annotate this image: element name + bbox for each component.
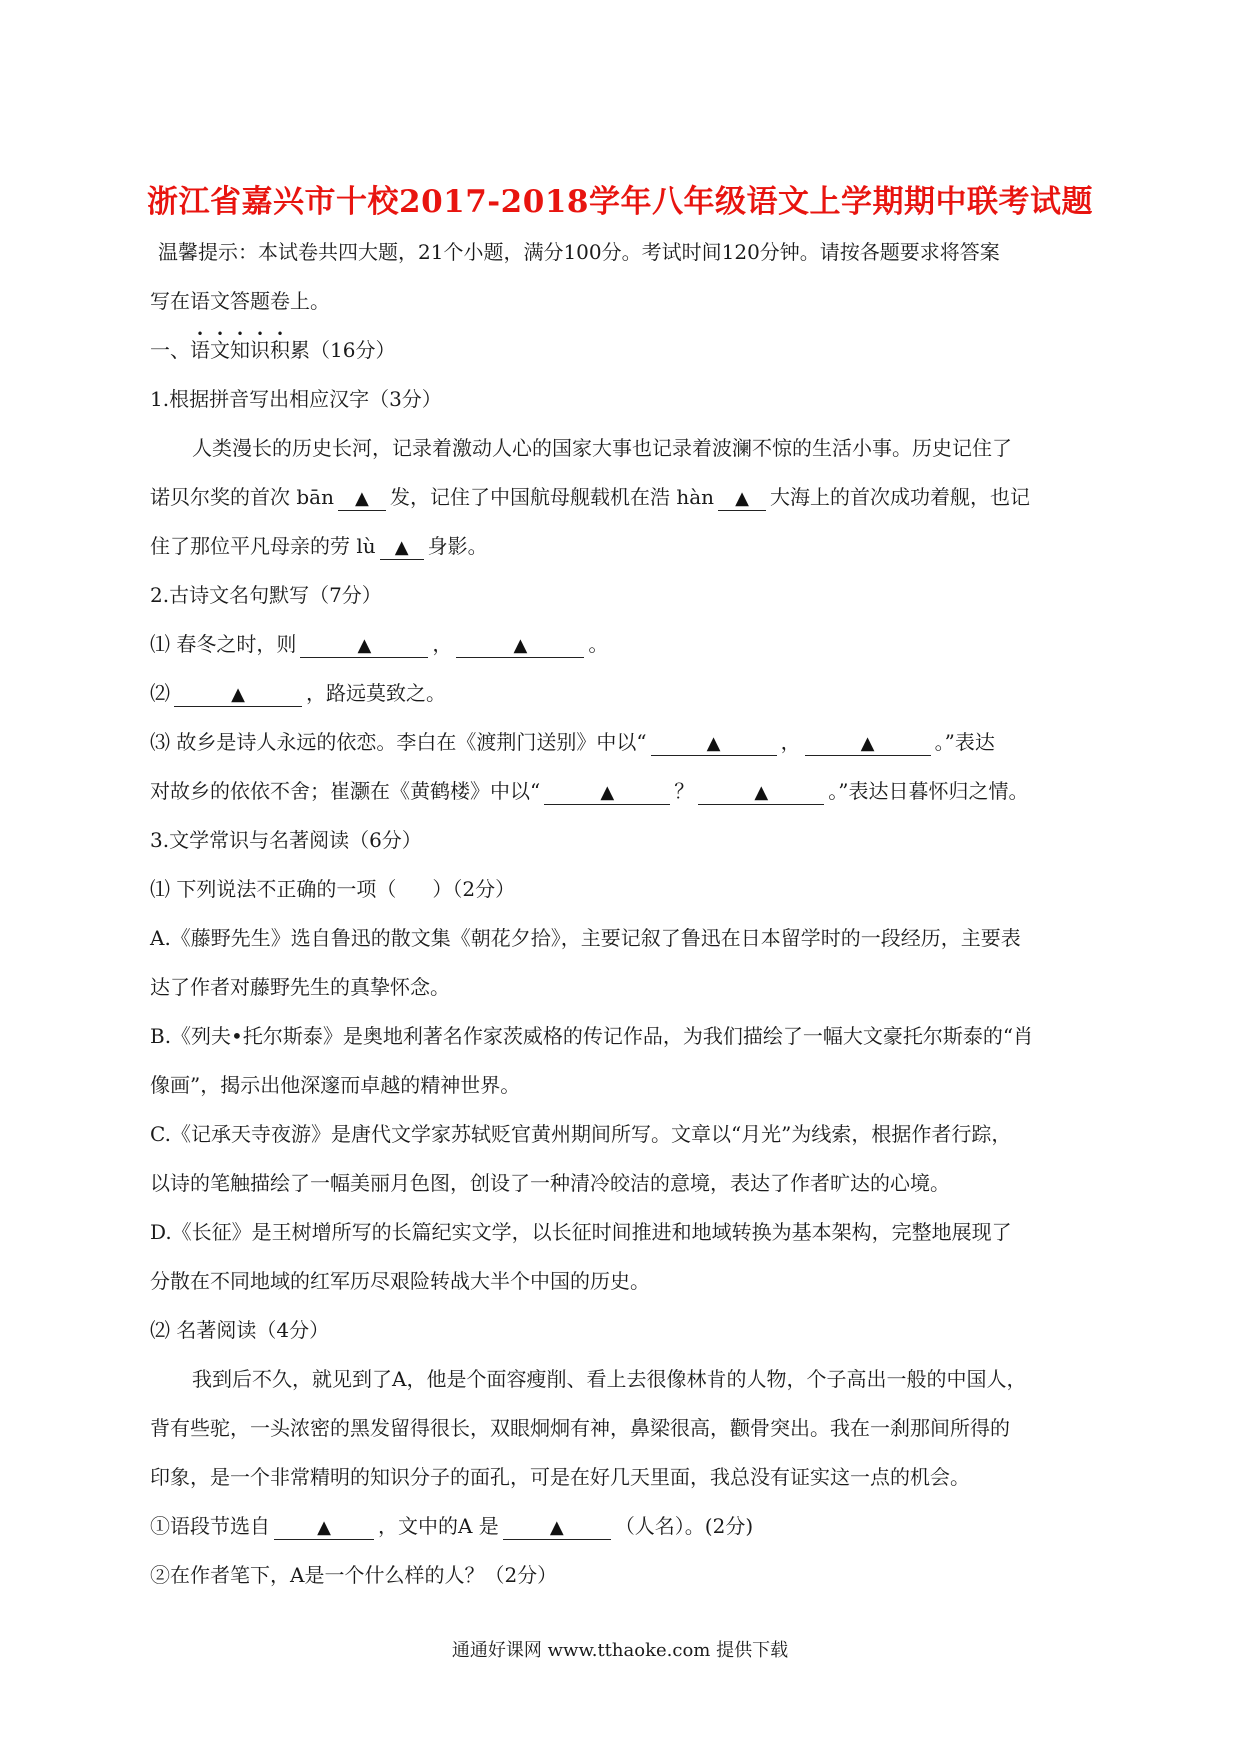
passage-line-2: 背有些驼，一头浓密的黑发留得很长，双眼炯炯有神，鼻梁很高，颧骨突出。我在一刹那间所得的 [150, 1416, 1010, 1440]
q3-sub-2-item-1: ①语段节选自 ▲ ，文中的A 是 ▲ （人名）。(2分) [150, 1514, 754, 1538]
answer-blank[interactable]: ▲ [544, 778, 670, 805]
section-heading-1: 一、语文知识积累（16分） [150, 338, 396, 362]
q3-sub-1: ⑴ 下列说法不正确的一项（ ）（2分） [150, 877, 516, 901]
q3-heading: 3.文学常识与名著阅读（6分） [150, 828, 422, 852]
passage-line-3: 印象，是一个非常精明的知识分子的面孔，可是在好几天里面，我总没有证实这一点的机会。 [150, 1465, 970, 1489]
emphasized-text: 语文答题卷 [190, 289, 290, 313]
q3-sub-2: ⑵ 名著阅读（4分） [150, 1318, 330, 1342]
option-b-line-1: B.《列夫•托尔斯泰》是奥地利著名作家茨威格的传记作品，为我们描绘了一幅大文豪托尔斯泰的“肖 [150, 1024, 1034, 1048]
q1-heading: 1.根据拼音写出相应汉字（3分） [150, 387, 442, 411]
q1-text-line-2: 诺贝尔奖的首次 bān ▲ 发，记住了中国航母舰载机在浩 hàn ▲ 大海上的首次成功着舰，也记 [150, 485, 1031, 509]
q2-item-3: ⑶ 故乡是诗人永远的依恋。李白在《渡荆门送别》中以“ ▲ ， ▲ 。”表达 [150, 730, 995, 754]
tip-line-2-pre: 写在 [150, 289, 190, 313]
answer-blank[interactable]: ▲ [274, 1513, 374, 1540]
page-footer: 通通好课网 www.tthaoke.com 提供下载 [451, 1640, 789, 1661]
option-a-line-1: A.《藤野先生》选自鲁迅的散文集《朝花夕拾》，主要记叙了鲁迅在日本留学时的一段经历，主要表 [150, 926, 1021, 950]
answer-blank[interactable]: ▲ [718, 484, 766, 511]
option-b-line-2: 像画”，揭示出他深邃而卓越的精神世界。 [150, 1073, 521, 1097]
option-d-line-2: 分散在不同地域的红军历尽艰险转战大半个中国的历史。 [150, 1269, 650, 1293]
option-c-line-2: 以诗的笔触描绘了一幅美丽月色图，创设了一种清冷皎洁的意境，表达了作者旷达的心境。 [150, 1171, 950, 1195]
q2-item-3-cont: 对故乡的依依不舍；崔灏在《黄鹤楼》中以“ ▲ ？ ▲ 。”表达日暮怀归之情。 [150, 779, 1029, 803]
option-a-line-2: 达了作者对藤野先生的真挚怀念。 [150, 975, 450, 999]
option-d-line-1: D.《长征》是王树增所写的长篇纪实文学，以长征时间推进和地域转换为基本架构，完整地展现了 [150, 1220, 1012, 1244]
page-title: 浙江省嘉兴市十校2017-2018学年八年级语文上学期期中联考试题 [147, 184, 1093, 220]
tip-line-2-post: 上。 [290, 289, 330, 313]
answer-blank[interactable]: ▲ [300, 631, 428, 658]
q2-item-1: ⑴ 春冬之时，则 ▲ ， ▲ 。 [150, 632, 609, 656]
answer-blank[interactable]: ▲ [651, 729, 777, 756]
answer-blank[interactable]: ▲ [456, 631, 584, 658]
q1-text-line-1: 人类漫长的历史长河，记录着激动人心的国家大事也记录着波澜不惊的生活小事。历史记住了 [192, 436, 1012, 460]
q2-item-2: ⑵ ▲ ，路远莫致之。 [150, 681, 446, 705]
tip-line-1: 温馨提示：本试卷共四大题，21个小题，满分100分。考试时间120分钟。请按各题要求将答案 [158, 240, 1000, 264]
answer-blank[interactable]: ▲ [805, 729, 931, 756]
answer-blank[interactable]: ▲ [174, 680, 302, 707]
q2-heading: 2.古诗文名句默写（7分） [150, 583, 382, 607]
answer-blank[interactable]: ▲ [503, 1513, 611, 1540]
answer-blank[interactable]: ▲ [698, 778, 824, 805]
tip-line-2 [150, 277, 1100, 326]
passage-line-1: 我到后不久，就见到了A，他是个面容瘦削、看上去很像林肯的人物，个子高出一般的中国人， [192, 1367, 1027, 1391]
q1-text-line-3: 住了那位平凡母亲的劳 lù ▲ 身影。 [150, 534, 488, 558]
answer-blank[interactable]: ▲ [338, 484, 386, 511]
q3-sub-2-item-2: ②在作者笔下，A是一个什么样的人？（2分） [150, 1563, 558, 1587]
option-c-line-1: C.《记承天寺夜游》是唐代文学家苏轼贬官黄州期间所写。文章以“月光”为线索，根据作者行踪， [150, 1122, 1012, 1146]
answer-blank[interactable]: ▲ [380, 533, 424, 560]
exam-body [150, 228, 1100, 1600]
